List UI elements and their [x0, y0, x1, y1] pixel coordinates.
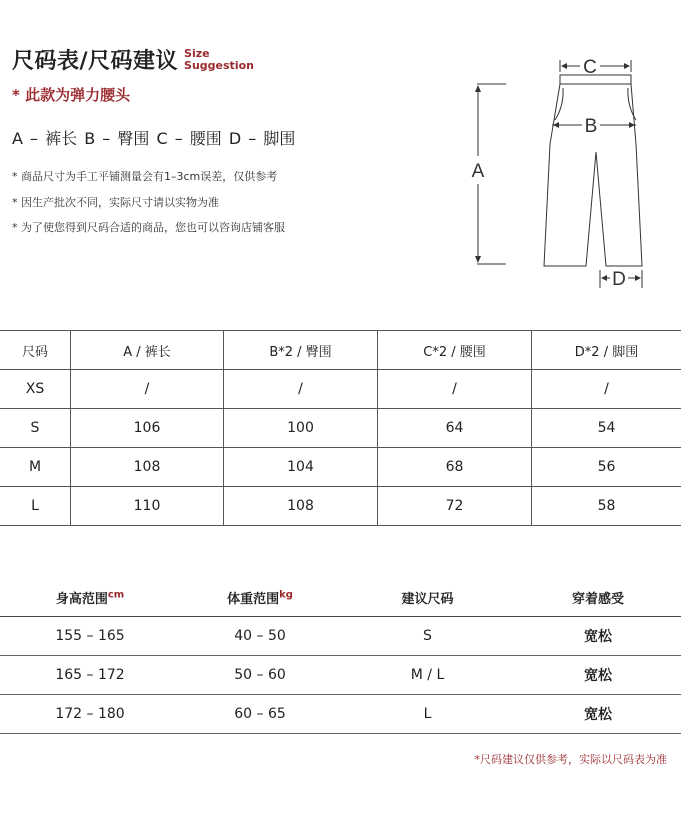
weight-cell: 40 – 50 — [180, 617, 340, 656]
table-row — [0, 656, 681, 695]
height-cell: 165 – 172 — [0, 656, 180, 695]
fit-feel-cell: 宽松 — [515, 617, 681, 656]
weight-cell: 60 – 65 — [180, 695, 340, 734]
col-header-c: C*2 / 腰围 — [378, 331, 532, 370]
col-header-height — [0, 578, 180, 617]
table-row — [0, 448, 681, 487]
size-table-header — [0, 331, 681, 370]
col-header-b: B*2 / 臀围 — [224, 331, 378, 370]
diagram-label-a: A — [471, 161, 485, 182]
value-cell: 64 — [378, 409, 532, 448]
note-item: * 因生产批次不同，实际尺寸请以实物为准 — [12, 195, 219, 209]
value-cell: 54 — [532, 409, 681, 448]
size-cell: S — [0, 409, 71, 448]
diagram-label-d: D — [612, 269, 626, 290]
note-item: * 为了使您得到尺码合适的商品，您也可以咨询店铺客服 — [12, 221, 285, 234]
footnote: *尺码建议仅供参考，实际以尺码表为准 — [474, 753, 667, 766]
height-cell: 172 – 180 — [0, 695, 180, 734]
measurement-legend: A – 裤长 B – 臀围 C – 腰围 D – 脚围 — [12, 129, 296, 148]
suggested-size-cell: M / L — [340, 656, 515, 695]
height-cell: 155 – 165 — [0, 617, 180, 656]
note-item: * 商品尺寸为手工平铺测量会有1–3cm误差，仅供参考 — [12, 170, 278, 183]
elastic-waist-note: * 此款为弹力腰头 — [12, 86, 131, 104]
table-row — [0, 487, 681, 526]
col-header-fit-feel: 穿着感受 — [515, 578, 681, 617]
subtitle-suggestion: Suggestion — [184, 59, 254, 72]
value-cell: 100 — [224, 409, 378, 448]
page-title: 尺码表/尺码建议 — [12, 49, 179, 74]
size-cell: M — [0, 448, 71, 487]
fit-suggestion-table — [0, 578, 681, 734]
col-header-a: A / 裤长 — [71, 331, 224, 370]
value-cell: 108 — [224, 487, 378, 526]
size-cell: XS — [0, 370, 71, 409]
size-table — [0, 330, 681, 526]
table-row — [0, 617, 681, 656]
pants-diagram — [460, 48, 660, 293]
diagram-label-b: B — [584, 116, 598, 137]
notes-list — [12, 168, 285, 245]
suggested-size-cell: L — [340, 695, 515, 734]
table-row — [0, 370, 681, 409]
col-header-suggested-size: 建议尺码 — [340, 578, 515, 617]
table-row — [0, 695, 681, 734]
value-cell: 68 — [378, 448, 532, 487]
col-header-d: D*2 / 脚围 — [532, 331, 681, 370]
title-row — [12, 44, 254, 75]
fit-table-header — [0, 578, 681, 617]
value-cell: 108 — [71, 448, 224, 487]
value-cell: 110 — [71, 487, 224, 526]
page-subtitle — [184, 48, 254, 75]
diagram-label-c: C — [583, 57, 597, 78]
fit-feel-cell: 宽松 — [515, 656, 681, 695]
size-cell: L — [0, 487, 71, 526]
subtitle-size: Size — [184, 47, 210, 60]
height-unit: cm — [107, 589, 125, 601]
col-header-size: 尺码 — [0, 331, 71, 370]
value-cell: 104 — [224, 448, 378, 487]
value-cell: / — [71, 370, 224, 409]
fit-feel-cell: 宽松 — [515, 695, 681, 734]
table-row — [0, 409, 681, 448]
weight-unit: kg — [279, 589, 293, 601]
suggested-size-cell: S — [340, 617, 515, 656]
col-header-weight — [180, 578, 340, 617]
value-cell: 106 — [71, 409, 224, 448]
weight-cell: 50 – 60 — [180, 656, 340, 695]
value-cell: 72 — [378, 487, 532, 526]
value-cell: / — [224, 370, 378, 409]
pants-outline — [544, 84, 642, 266]
value-cell: 58 — [532, 487, 681, 526]
value-cell: / — [532, 370, 681, 409]
value-cell: / — [378, 370, 532, 409]
value-cell: 56 — [532, 448, 681, 487]
height-header-label: 身高范围 — [55, 591, 108, 607]
weight-header-label: 体重范围 — [227, 591, 280, 607]
